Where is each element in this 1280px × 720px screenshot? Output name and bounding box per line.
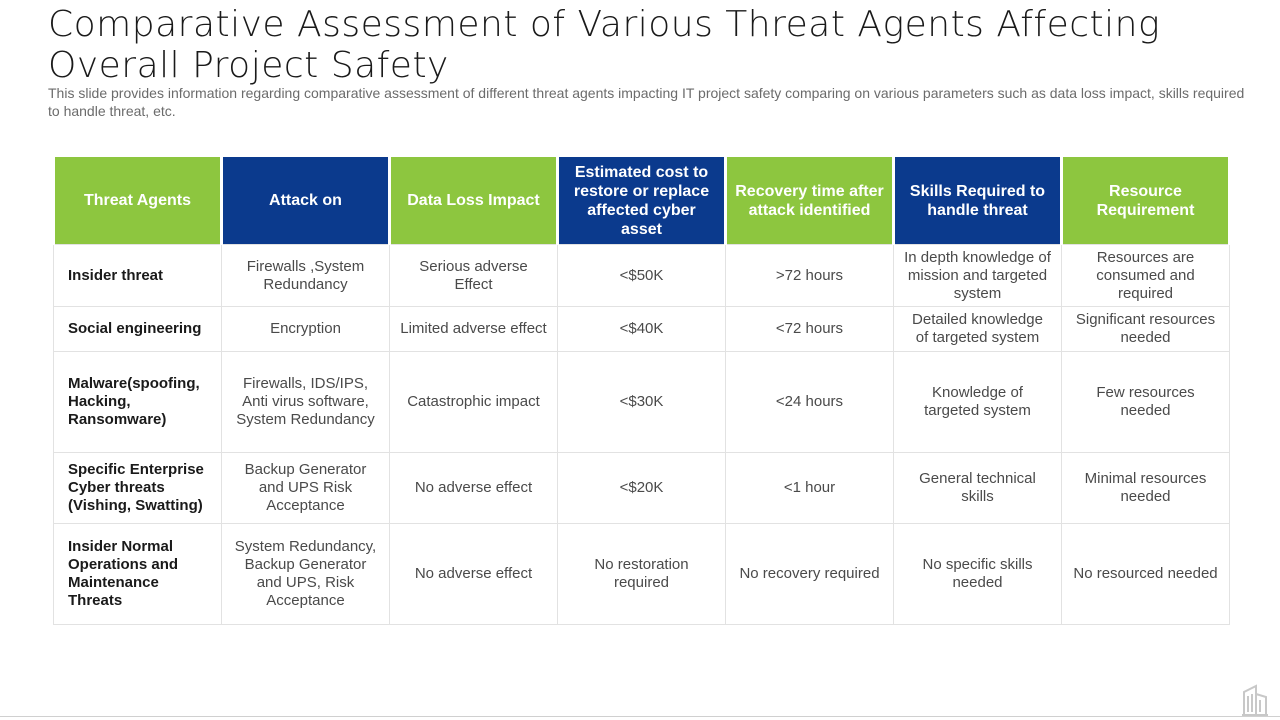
skills-cell: General technical skills	[894, 453, 1062, 524]
resource-cell: No resourced needed	[1062, 524, 1230, 625]
recovery-cell: >72 hours	[726, 245, 894, 307]
skills-cell: In depth knowledge of mission and targeted system	[894, 245, 1062, 307]
attack-on-cell: Encryption	[222, 307, 390, 352]
table-row	[54, 352, 1230, 453]
footer-divider	[0, 716, 1280, 717]
header-resource-requirement: Resource Requirement	[1062, 157, 1230, 245]
cost-cell: <$40K	[558, 307, 726, 352]
table-row	[54, 524, 1230, 625]
cost-cell: <$20K	[558, 453, 726, 524]
table-header-row	[54, 157, 1230, 245]
header-recovery-time: Recovery time after attack identified	[726, 157, 894, 245]
slide-title: Comparative Assessment of Various Threat Agents Affecting Overall Project Safety	[48, 4, 1161, 86]
recovery-cell: <72 hours	[726, 307, 894, 352]
threat-comparison-table	[52, 157, 1231, 625]
cost-cell: <$30K	[558, 352, 726, 453]
attack-on-cell: System Redundancy, Backup Generator and UPS, Risk Acceptance	[222, 524, 390, 625]
attack-on-cell: Firewalls ,System Redundancy	[222, 245, 390, 307]
skills-cell: Knowledge of targeted system	[894, 352, 1062, 453]
recovery-cell: <24 hours	[726, 352, 894, 453]
table-row	[54, 453, 1230, 524]
skills-cell: Detailed knowledge of targeted system	[894, 307, 1062, 352]
threat-agent-cell: Specific Enterprise Cyber threats (Vishing, Swatting)	[54, 453, 222, 524]
resource-cell: Few resources needed	[1062, 352, 1230, 453]
table-row	[54, 245, 1230, 307]
resource-cell: Significant resources needed	[1062, 307, 1230, 352]
cost-cell: <$50K	[558, 245, 726, 307]
header-estimated-cost: Estimated cost to restore or replace affected cyber asset	[558, 157, 726, 245]
slide-subtitle: This slide provides information regarding comparative assessment of different threat agents impacting IT project safety comparing on various parameters such as data loss impact, skills required to handle threat, etc.	[48, 85, 1245, 119]
attack-on-cell: Firewalls, IDS/IPS, Anti virus software, System Redundancy	[222, 352, 390, 453]
threat-agent-cell: Malware(spoofing, Hacking, Ransomware)	[54, 352, 222, 453]
threat-agent-cell: Insider Normal Operations and Maintenance Threats	[54, 524, 222, 625]
threat-agent-cell: Social engineering	[54, 307, 222, 352]
table-row	[54, 307, 1230, 352]
header-skills-required: Skills Required to handle threat	[894, 157, 1062, 245]
data-loss-cell: Serious adverse Effect	[390, 245, 558, 307]
building-icon	[1240, 682, 1270, 716]
resource-cell: Resources are consumed and required	[1062, 245, 1230, 307]
header-threat-agents: Threat Agents	[54, 157, 222, 245]
attack-on-cell: Backup Generator and UPS Risk Acceptance	[222, 453, 390, 524]
header-attack-on: Attack on	[222, 157, 390, 245]
recovery-cell: <1 hour	[726, 453, 894, 524]
data-loss-cell: Limited adverse effect	[390, 307, 558, 352]
data-loss-cell: Catastrophic impact	[390, 352, 558, 453]
resource-cell: Minimal resources needed	[1062, 453, 1230, 524]
header-data-loss-impact: Data Loss Impact	[390, 157, 558, 245]
cost-cell: No restoration required	[558, 524, 726, 625]
data-loss-cell: No adverse effect	[390, 453, 558, 524]
data-loss-cell: No adverse effect	[390, 524, 558, 625]
threat-agent-cell: Insider threat	[54, 245, 222, 307]
skills-cell: No specific skills needed	[894, 524, 1062, 625]
recovery-cell: No recovery required	[726, 524, 894, 625]
